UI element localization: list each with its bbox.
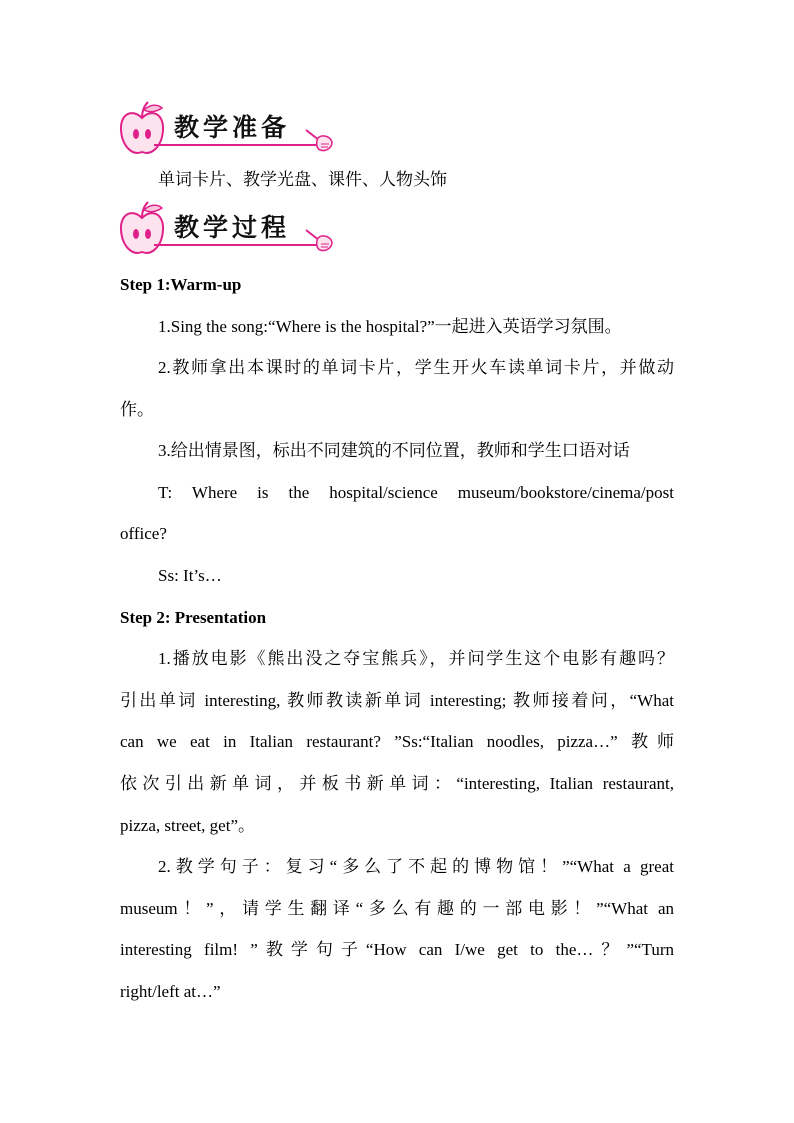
step1-dialog-teacher-line1: T: Where is the hospital/science museum/bookstore/cinema/post [158,483,674,502]
step1-item1: 1.Sing the song:“Where is the hospital?”一起进入英语学习氛围。 [158,317,622,336]
step2-p2-line4: right/left at…” [120,982,221,1001]
step2-p2-line3: interesting film! ”教学句子“How can I/we get to the…？”“Turn [120,940,674,959]
step2-p1-line5: pizza, street, get”。 [120,816,255,835]
step2-p1-line1: 1.播放电影《熊出没之夺宝熊兵》，并问学生这个电影有趣吗？ [158,649,674,668]
section-title: 教学准备 [174,113,291,142]
step2-p1-line3: can we eat in Italian restaurant? ”Ss:“Italian noodles, pizza…” 教师 [120,732,674,751]
step1-item2-line2: 作。 [120,400,154,419]
apple-icon [118,200,166,258]
section-header-prep [118,100,338,160]
pen-hand-icon [304,224,334,254]
step2-heading: Step 2: Presentation [120,608,267,627]
step1-dialog-students: Ss: It’s… [158,566,222,585]
step1-item2-line1: 2.教师拿出本课时的单词卡片，学生开火车读单词卡片，并做动 [158,358,674,377]
step2-p1-line2: 引出单词 interesting, 教师教读新单词 interesting; 教师接着问，“What [120,691,674,710]
step2-p2-line2: museum！”，请学生翻译“多么有趣的一部电影！”“What an [120,899,674,918]
step2-p1-line4: 依次引出新单词，并板书新单词：“interesting, Italian restaurant, [120,774,674,793]
section-rule [154,144,326,146]
apple-icon [118,100,166,158]
prep-materials-text: 单词卡片、教学光盘、课件、人物头饰 [158,170,447,190]
section-header-process [118,200,338,260]
section-title: 教学过程 [174,213,291,242]
step1-dialog-teacher-line2: office? [120,524,167,543]
step2-p2-line1: 2.教学句子：复习“多么了不起的博物馆！”“What a great [158,857,674,876]
pen-hand-icon [304,124,334,154]
step1-item3: 3.给出情景图，标出不同建筑的不同位置，教师和学生口语对话 [158,441,630,460]
section-rule [154,244,326,246]
step1-heading: Step 1:Warm-up [120,275,242,294]
